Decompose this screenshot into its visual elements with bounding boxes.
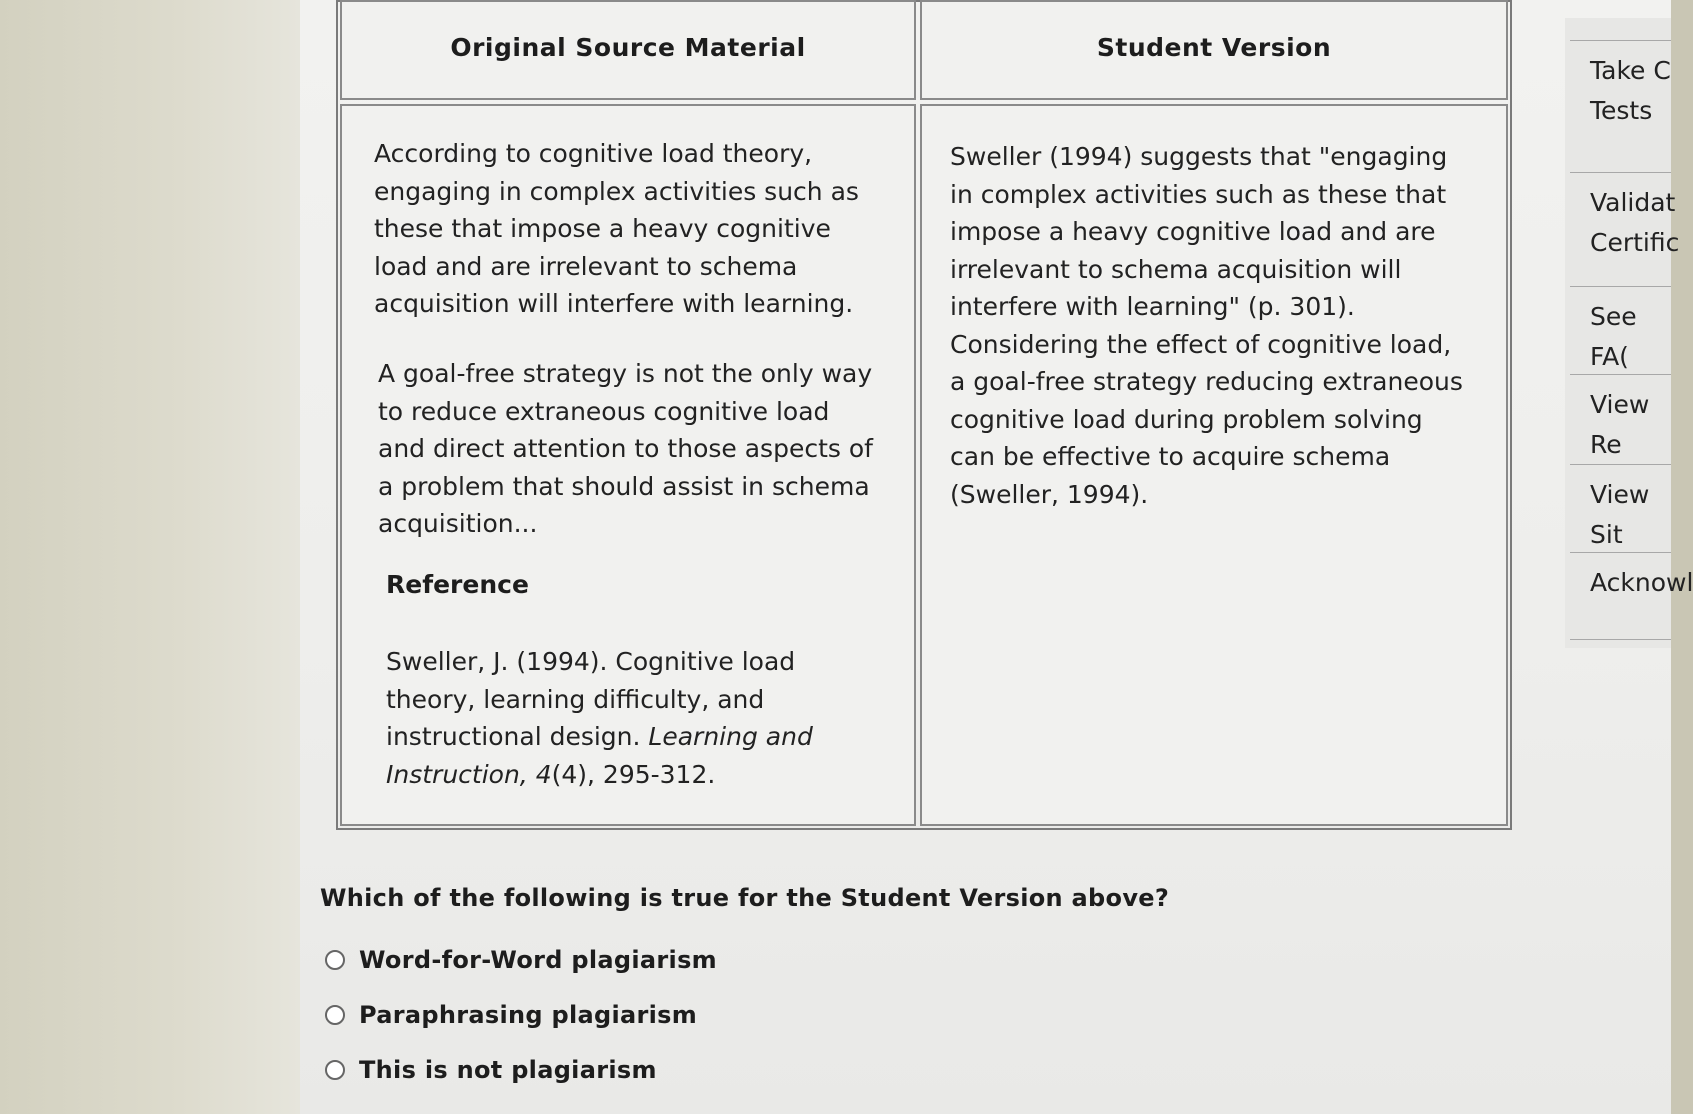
- header-original-source: [340, 0, 916, 100]
- option-label: Paraphrasing plagiarism: [359, 1001, 698, 1029]
- radio-button[interactable]: [325, 950, 345, 970]
- reference-issue: (4), 295-312.: [551, 759, 716, 789]
- option-word-for-word[interactable]: [325, 940, 717, 980]
- sidebar-item-validate-certificate[interactable]: Validat Certific: [1570, 172, 1671, 284]
- header-student-label: Student Version: [1096, 33, 1332, 62]
- reference-citation: [386, 643, 886, 793]
- sidebar-item-view-site[interactable]: View Sit: [1570, 464, 1671, 552]
- monitor-bezel: [0, 0, 300, 1114]
- option-paraphrasing[interactable]: [325, 995, 697, 1035]
- option-label: Word-for-Word plagiarism: [359, 946, 717, 974]
- sidebar-item-acknowledgements[interactable]: Acknowl: [1570, 552, 1671, 640]
- reference-heading: Reference: [386, 570, 529, 599]
- sidebar-item-take-tests[interactable]: Take C Tests: [1570, 40, 1671, 150]
- sidebar-item-see-faq[interactable]: See FA(: [1570, 286, 1671, 371]
- radio-button[interactable]: [325, 1060, 345, 1080]
- reference-journal: Learning and Instruction, 4: [386, 722, 813, 789]
- original-paragraph-2: A goal-free strategy is not the only way to reduce extraneous cognitive load and direct attention to those aspects of a problem that should assist in schema acquisition...: [378, 359, 873, 538]
- original-paragraph-1: According to cognitive load theory, engaging in complex activities such as these that impose a heavy cognitive load and are irrelevant to schema acquisition will interfere with learning.: [374, 139, 859, 318]
- sidebar-item-view-results[interactable]: View Re: [1570, 374, 1671, 462]
- radio-button[interactable]: [325, 1005, 345, 1025]
- header-original-label: Original Source Material: [450, 33, 806, 62]
- option-not-plagiarism[interactable]: [325, 1050, 657, 1090]
- header-student-version: [920, 0, 1508, 100]
- question-text: Which of the following is true for the Student Version above?: [320, 884, 1170, 912]
- student-paragraph: Sweller (1994) suggests that "engaging in complex activities such as these that impose a heavy cognitive load and are irrelevant to schema acquisition will interfere with learning" (p. 301). Considering the effect of cognitive load, a goal-free strategy reducing extraneous cognitive load during problem solving can be effective to acquire schema (Sweller, 1994).: [950, 142, 1463, 509]
- option-label: This is not plagiarism: [359, 1056, 657, 1084]
- reference-text: Sweller, J. (1994). Cognitive load theory, learning difficulty, and instructional design.: [386, 647, 796, 751]
